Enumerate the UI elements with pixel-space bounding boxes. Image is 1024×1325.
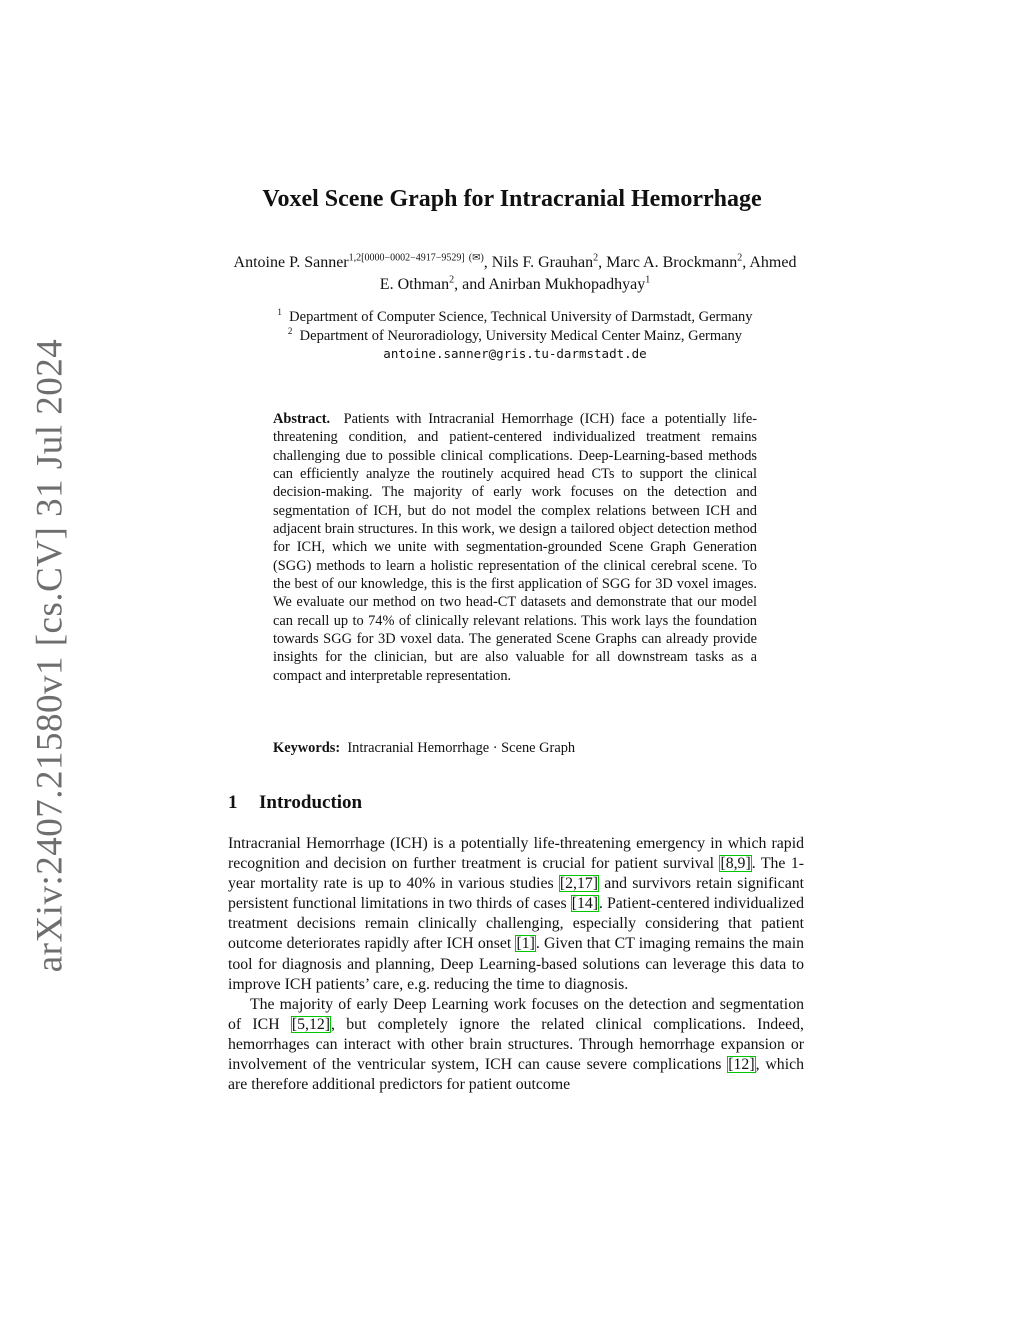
- author-affiliation-mark: 2: [593, 252, 599, 264]
- author-affiliation-mark: 1: [645, 274, 651, 286]
- author-name: , Marc A. Brockmann: [598, 254, 738, 271]
- author-list: [230, 252, 800, 296]
- author-name: , Nils F. Grauhan: [483, 254, 594, 271]
- citation-link[interactable]: [1]: [516, 935, 535, 953]
- paragraph-text: , which are therefore additional predictors for patient outcome: [228, 1056, 804, 1094]
- affiliation-mark: 2: [287, 325, 293, 336]
- affiliation-line: [230, 308, 800, 327]
- keywords-text: Intracranial Hemorrhage · Scene Graph: [347, 740, 576, 756]
- author-name: Antoine P. Sanner: [233, 254, 349, 271]
- affiliation-text: Department of Neuroradiology, University Medical Center Mainz, Germany: [299, 327, 743, 344]
- affiliation-line: [230, 327, 800, 346]
- section-title: Introduction: [259, 792, 363, 813]
- author-affiliation-mark: 2: [449, 274, 455, 286]
- paragraph-text: . The 1-year mortality rate is up to 40% in various studies: [228, 855, 804, 893]
- paragraph-text: and survivors retain significant persistent functional limitations in two thirds of cases: [228, 875, 804, 913]
- author-affiliation-mark: 1,2[0000−0002−4917−9529]: [348, 252, 465, 264]
- keywords-label: Keywords:: [273, 740, 341, 756]
- citation-link[interactable]: [5,12]: [291, 1015, 331, 1033]
- author-name: , Ahmed E. Othman: [379, 254, 797, 293]
- paragraph-text: . Given that CT imaging remains the main tool for diagnosis and planning, Deep Learning-based solutions can leverage this data to improve ICH patients’ care, e.g. reducing the time to diagnosis.: [228, 935, 804, 993]
- paragraph: [228, 834, 804, 995]
- paragraph-text: Intracranial Hemorrhage (ICH) is a potentially life-threatening emergency in which rapid recognition and decision on further treatment is crucial for patient survival: [228, 835, 804, 873]
- paragraph-text: The majority of early Deep Learning work focuses on the detection and segmentation of ICH: [228, 995, 804, 1033]
- paragraph-text: , but completely ignore the related clinical complications. Indeed, hemorrhages can interact with other brain structures. Through hemorrhage expansion or involvement of the ventricular system, ICH can cause severe complications: [228, 1015, 804, 1074]
- mail-icon: (✉): [468, 252, 484, 264]
- arxiv-identifier: [26, 338, 74, 972]
- affiliation-mark: 1: [277, 307, 282, 318]
- section-number: 1: [228, 792, 238, 813]
- affiliation-text: Department of Computer Science, Technical University of Darmstadt, Germany: [289, 309, 753, 325]
- paragraph: [228, 995, 804, 1095]
- citation-link[interactable]: [2,17]: [559, 875, 599, 893]
- section-heading-introduction: [228, 792, 362, 814]
- abstract-text: Patients with Intracranial Hemorrhage (ICH) face a potentially life-threatening condition, and patient-centered individualized treatment remains challenging due to possible clinical complications. Deep-Learning-based methods can efficiently analyze the routinely acquired head CTs to support the clinical decision-making. The majority of early work focuses on the detection and segmentation of ICH, but do not model the complex relations between ICH and adjacent brain structures. In this work, we design a tailored object detection method for ICH, which we unite with segmentation-grounded Scene Graph Generation (SGG) methods to learn a holistic representation of the clinical cerebral scene. To the best of our knowledge, this is the first application of SGG for 3D voxel images. We evaluate our method on two head-CT datasets and demonstrate that our model can recall up to 74% of clinically relevant relations. This work lays the foundation towards SGG for 3D voxel data. The generated Scene Graphs can already provide insights for the clinician, but are also valuable for all downstream tasks as a compact and interpretable representation.: [273, 411, 757, 684]
- keywords: [273, 740, 757, 757]
- introduction-body: [228, 834, 804, 1095]
- author-name: , and Anirban Mukhopadhyay: [454, 276, 646, 293]
- citation-link[interactable]: [12]: [728, 1056, 755, 1074]
- citation-link[interactable]: [8,9]: [720, 855, 751, 873]
- abstract-label: Abstract.: [273, 411, 331, 427]
- contact-email[interactable]: antoine.sanner@gris.tu-darmstadt.de: [383, 346, 647, 361]
- paragraph-text: . Patient-centered individualized treatment decisions remain clinically challenging, especially considering that patient outcome deteriorates rapidly after ICH onset: [228, 895, 804, 953]
- arxiv-identifier-text: arXiv:2407.21580v1 [cs.CV] 31 Jul 2024: [29, 338, 71, 972]
- author-affiliation-mark: 2: [737, 252, 743, 264]
- paper-title: Voxel Scene Graph for Intracranial Hemorrhage: [262, 186, 762, 212]
- citation-link[interactable]: [14]: [571, 895, 599, 913]
- abstract: [273, 410, 757, 685]
- affiliation-block: [230, 308, 800, 364]
